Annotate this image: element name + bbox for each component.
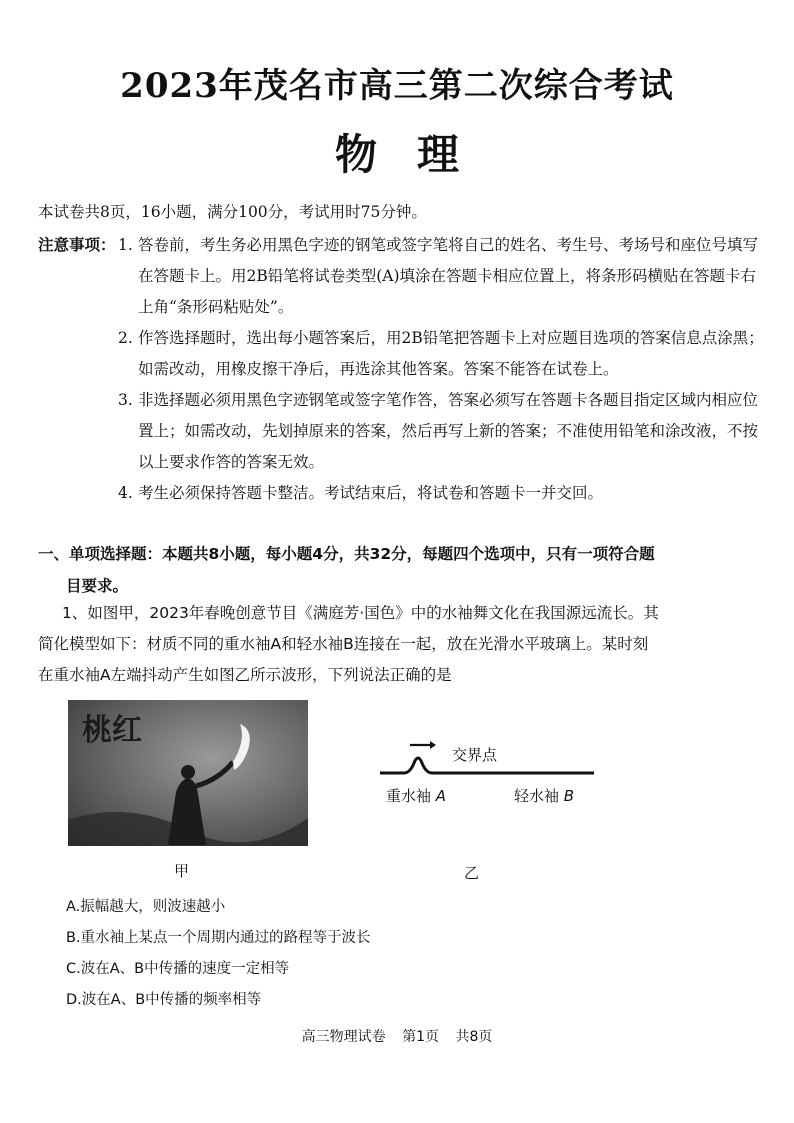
option-a[interactable]: A.振幅越大，则波速越小: [66, 899, 226, 915]
notice-item-number: 1.: [118, 236, 133, 254]
footer-paper-name: 高三物理试卷: [301, 1029, 386, 1045]
dancer-photo-illustration: [68, 700, 308, 846]
question-1-stem: [38, 598, 778, 691]
option-d[interactable]: D.波在A、B中传播的频率相等: [66, 992, 262, 1008]
answer-options: [66, 892, 371, 1016]
page-footer: [0, 1026, 794, 1046]
notice-block: [38, 230, 768, 509]
section-heading: [38, 538, 778, 602]
notice-item: [118, 323, 768, 385]
footer-page-number: 第1页: [402, 1029, 439, 1045]
subject-title: 物理: [334, 130, 499, 179]
notice-label: 注意事项：: [38, 236, 116, 254]
arrow-head-icon: [430, 741, 436, 749]
notice-item-number: 4.: [118, 484, 133, 502]
notice-item-number: 2.: [118, 329, 133, 347]
figure-jia-photo: [68, 700, 308, 846]
notice-item: [118, 478, 768, 509]
light-sleeve-text: 轻水袖: [514, 787, 560, 805]
heavy-sleeve-text: 重水袖: [386, 787, 432, 805]
notice-item: [118, 385, 768, 478]
figure-yi-caption: 乙: [464, 864, 480, 882]
question-1-line2: 简化模型如下：材质不同的重水袖A和轻水袖B连接在一起，放在光滑水平玻璃上。某时刻: [38, 635, 649, 653]
notice-item-number: 3.: [118, 391, 133, 409]
notice-item-text: 答卷前，考生务必用黑色字迹的钢笔或签字笔将自己的姓名、考生号、考场号和座位号填写在答题卡上。用2B铅笔将试卷类型(A)填涂在答题卡相应位置上，将条形码横贴在答题卡右上角“条形码粘贴处”。: [138, 236, 759, 316]
question-1-line1: 1、如图甲，2023年春晚创意节目《满庭芳·国色》中的水袖舞文化在我国源远流长。其: [62, 604, 659, 622]
boundary-point-label: 交界点: [452, 746, 498, 764]
heavy-sleeve-letter: A: [435, 787, 447, 805]
photo-calligraphy: 桃红: [82, 713, 142, 748]
option-b[interactable]: B.重水袖上某点一个周期内通过的路程等于波长: [66, 930, 371, 946]
exam-intro: 本试卷共8页，16小题，满分100分，考试用时75分钟。: [38, 203, 427, 221]
footer-total-pages: 共8页: [455, 1029, 493, 1045]
notice-item: [118, 230, 768, 323]
figure-jia-caption: 甲: [174, 862, 190, 880]
question-1-line3: 在重水袖A左端抖动产生如图乙所示波形，下列说法正确的是: [38, 666, 452, 684]
notice-item-text: 非选择题必须用黑色字迹钢笔或签字笔作答，答案必须写在答题卡各题目指定区域内相应位置上；如需改动，先划掉原来的答案，然后再写上新的答案；不准使用铅笔和涂改液，不按以上要求作答的答案无效。: [138, 391, 759, 471]
light-sleeve-letter: B: [563, 787, 575, 805]
option-c[interactable]: C.波在A、B中传播的速度一定相等: [66, 961, 290, 977]
notice-item-text: 作答选择题时，选出每小题答案后，用2B铅笔把答题卡上对应题目选项的答案信息点涂黑；如需改动，用橡皮擦干净后，再选涂其他答案。答案不能答在试卷上。: [138, 329, 764, 378]
notice-item-text: 考生必须保持答题卡整洁。考试结束后，将试卷和答题卡一并交回。: [138, 484, 604, 502]
exam-title: 2023年茂名市高三第二次综合考试: [120, 66, 674, 106]
heavy-sleeve-label: [386, 785, 446, 806]
section-heading-line2: 目要求。: [66, 577, 129, 595]
section-heading-line1: 一、单项选择题：本题共8小题，每小题4分，共32分，每题四个选项中，只有一项符合题: [38, 545, 655, 563]
light-sleeve-label: [514, 785, 574, 806]
